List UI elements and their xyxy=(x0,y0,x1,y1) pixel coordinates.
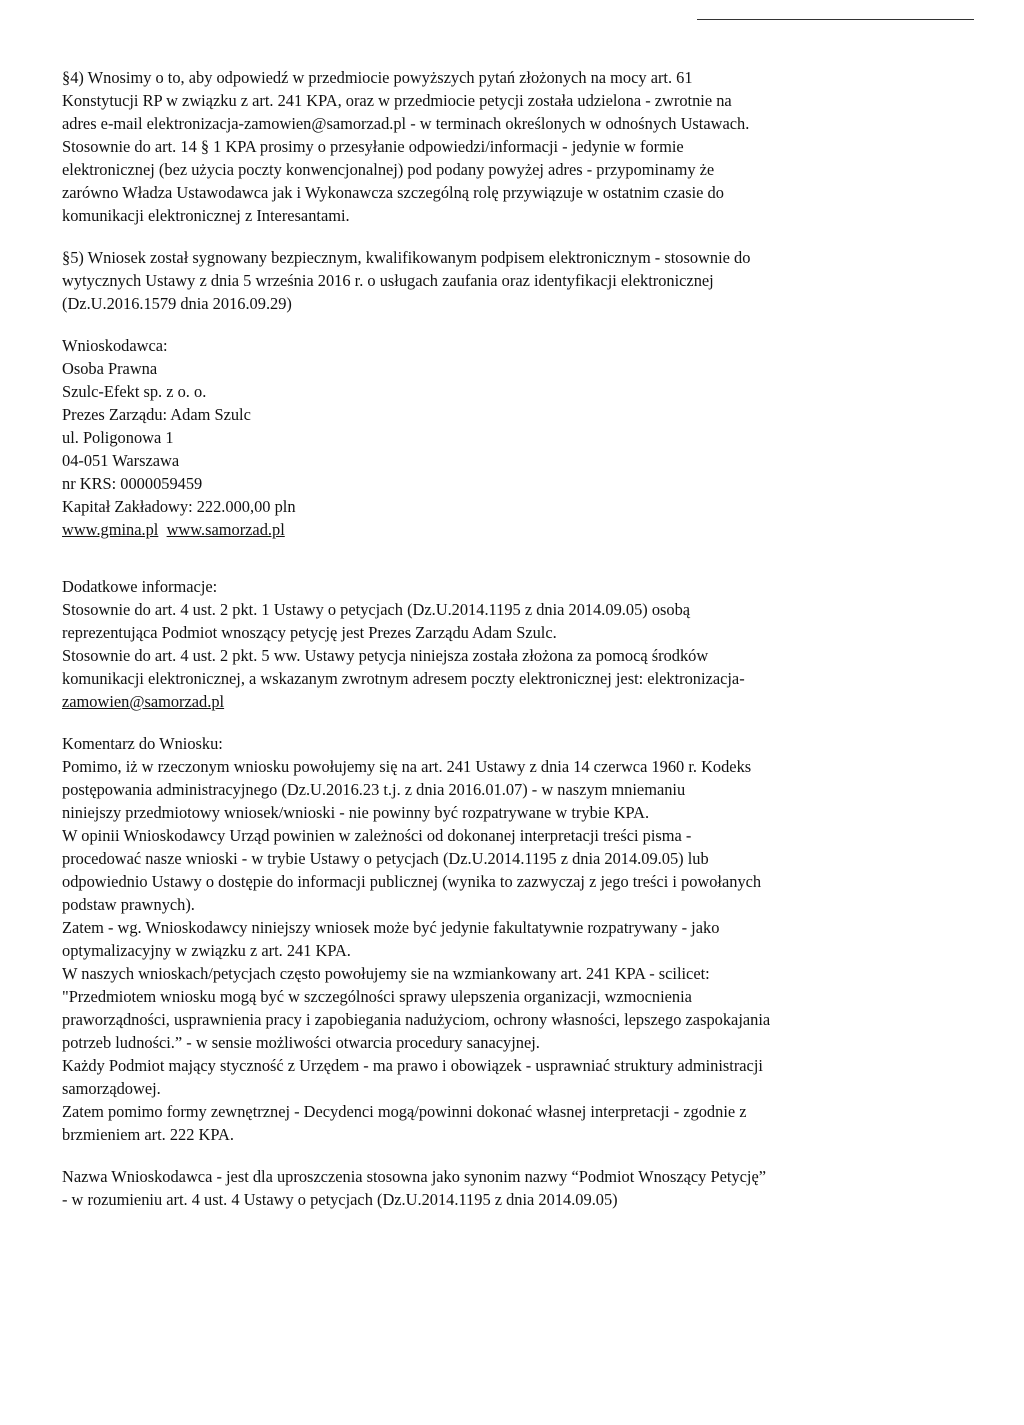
text-line: praworządności, usprawnienia pracy i zapobiegania nadużyciom, ochrony własności, lepszego zaspokajania xyxy=(62,1010,771,1029)
text-line: W naszych wnioskach/petycjach często powołujemy sie na wzmiankowany art. 241 KPA - scilicet: xyxy=(62,964,710,983)
additional-info-heading: Dodatkowe informacje: xyxy=(62,577,218,596)
email-link[interactable]: zamowien@samorzad.pl xyxy=(62,692,225,711)
text-line: procedować nasze wnioski - w trybie Ustawy o petycjach (Dz.U.2014.1195 z dnia 2014.09.05) lub xyxy=(62,849,709,868)
text-line: brzmieniem art. 222 KPA. xyxy=(62,1125,234,1144)
text-line: odpowiednio Ustawy o dostępie do informacji publicznej (wynika to zazwyczaj z jego treści i powołanych xyxy=(62,872,762,891)
text-line: elektronicznej (bez użycia poczty konwencjonalnej) pod podany powyżej adres - przypominamy że xyxy=(62,160,715,179)
text-line: Zatem - wg. Wnioskodawcy niniejszy wniosek może być jedynie fakultatywnie rozpatrywany - jako xyxy=(62,918,720,937)
text-line: komunikacji elektronicznej z Interesantami. xyxy=(62,206,350,225)
text-line: podstaw prawnych). xyxy=(62,895,195,914)
text-line: adres e-mail elektronizacja-zamowien@samorzad.pl - w terminach określonych w odnośnych Ustawach. xyxy=(62,114,750,133)
text-line: niniejszy przedmiotowy wniosek/wnioski - nie powinny być rozpatrywane w trybie KPA. xyxy=(62,803,650,822)
applicant-representative: Prezes Zarządu: Adam Szulc xyxy=(62,405,251,424)
applicant-links xyxy=(62,518,962,541)
header-rule xyxy=(697,19,974,20)
text-line: potrzeb ludności.” - w sensie możliwości otwarcia procedury sanacyjnej. xyxy=(62,1033,540,1052)
applicant-krs: nr KRS: 0000059459 xyxy=(62,474,203,493)
text-line: (Dz.U.2016.1579 dnia 2016.09.29) xyxy=(62,294,292,313)
text-line: Stosownie do art. 4 ust. 2 pkt. 5 ww. Ustawy petycja niniejsza została złożona za pomocą środków xyxy=(62,646,709,665)
comment-block xyxy=(62,732,962,1146)
applicant-heading: Wnioskodawca: xyxy=(62,336,168,355)
text-line: Stosownie do art. 14 § 1 KPA prosimy o przesyłanie odpowiedzi/informacji - jedynie w formie xyxy=(62,137,684,156)
text-line: Konstytucji RP w związku z art. 241 KPA, oraz w przedmiocie petycji została udzielona - zwrotnie na xyxy=(62,91,732,110)
applicant-capital: Kapitał Zakładowy: 222.000,00 pln xyxy=(62,497,296,516)
text-line: reprezentująca Podmiot wnoszący petycję jest Prezes Zarządu Adam Szulc. xyxy=(62,623,557,642)
text-line: postępowania administracyjnego (Dz.U.2016.23 t.j. z dnia 2016.01.07) - w naszym mniemaniu xyxy=(62,780,686,799)
applicant-block xyxy=(62,334,962,541)
text-line: Zatem pomimo formy zewnętrznej - Decydenci mogą/powinni dokonać własnej interpretacji - zgodnie z xyxy=(62,1102,747,1121)
text-line: wytycznych Ustawy z dnia 5 września 2016 r. o usługach zaufania oraz identyfikacji elektronicznej xyxy=(62,271,714,290)
text-line: Nazwa Wnioskodawca - jest dla uproszczenia stosowna jako synonim nazwy “Podmiot Wnoszący Petycję” xyxy=(62,1167,766,1186)
section-4-paragraph xyxy=(62,66,962,227)
text-line: Pomimo, iż w rzeczonym wniosku powołujemy się na art. 241 Ustawy z dnia 14 czerwca 1960 r. Kodeks xyxy=(62,757,752,776)
samorzad-link[interactable]: www.samorzad.pl xyxy=(166,520,285,539)
text-line: komunikacji elektronicznej, a wskazanym zwrotnym adresem poczty elektronicznej jest: elektronizacja- xyxy=(62,669,745,688)
applicant-company: Szulc-Efekt sp. z o. o. xyxy=(62,382,207,401)
additional-info-block xyxy=(62,575,962,713)
text-line: Stosownie do art. 4 ust. 2 pkt. 1 Ustawy o petycjach (Dz.U.2014.1195 z dnia 2014.09.05) osobą xyxy=(62,600,691,619)
applicant-type: Osoba Prawna xyxy=(62,359,158,378)
section-5-paragraph xyxy=(62,246,962,315)
text-line: optymalizacyjny w związku z art. 241 KPA. xyxy=(62,941,351,960)
text-line: zarówno Władza Ustawodawca jak i Wykonawcza szczególną rolę przywiązuje w ostatnim czasie do xyxy=(62,183,724,202)
text-line: "Przedmiotem wniosku mogą być w szczególności sprawy ulepszenia organizacji, wzmocnienia xyxy=(62,987,692,1006)
text-line: - w rozumieniu art. 4 ust. 4 Ustawy o petycjach (Dz.U.2014.1195 z dnia 2014.09.05) xyxy=(62,1190,618,1209)
closing-note xyxy=(62,1165,962,1211)
gmina-link[interactable]: www.gmina.pl xyxy=(62,520,159,539)
applicant-street: ul. Poligonowa 1 xyxy=(62,428,174,447)
text-line: §4) Wnosimy o to, aby odpowiedź w przedmiocie powyższych pytań złożonych na mocy art. 61 xyxy=(62,68,693,87)
text-line: Każdy Podmiot mający styczność z Urzędem - ma prawo i obowiązek - usprawniać struktury administracji xyxy=(62,1056,763,1075)
text-line: W opinii Wnioskodawcy Urząd powinien w zależności od dokonanej interpretacji treści pisma - xyxy=(62,826,692,845)
document-body xyxy=(62,66,962,1211)
comment-heading: Komentarz do Wniosku: xyxy=(62,734,223,753)
applicant-city: 04-051 Warszawa xyxy=(62,451,180,470)
text-line: samorządowej. xyxy=(62,1079,161,1098)
text-line: §5) Wniosek został sygnowany bezpiecznym, kwalifikowanym podpisem elektronicznym - stosownie do xyxy=(62,248,751,267)
